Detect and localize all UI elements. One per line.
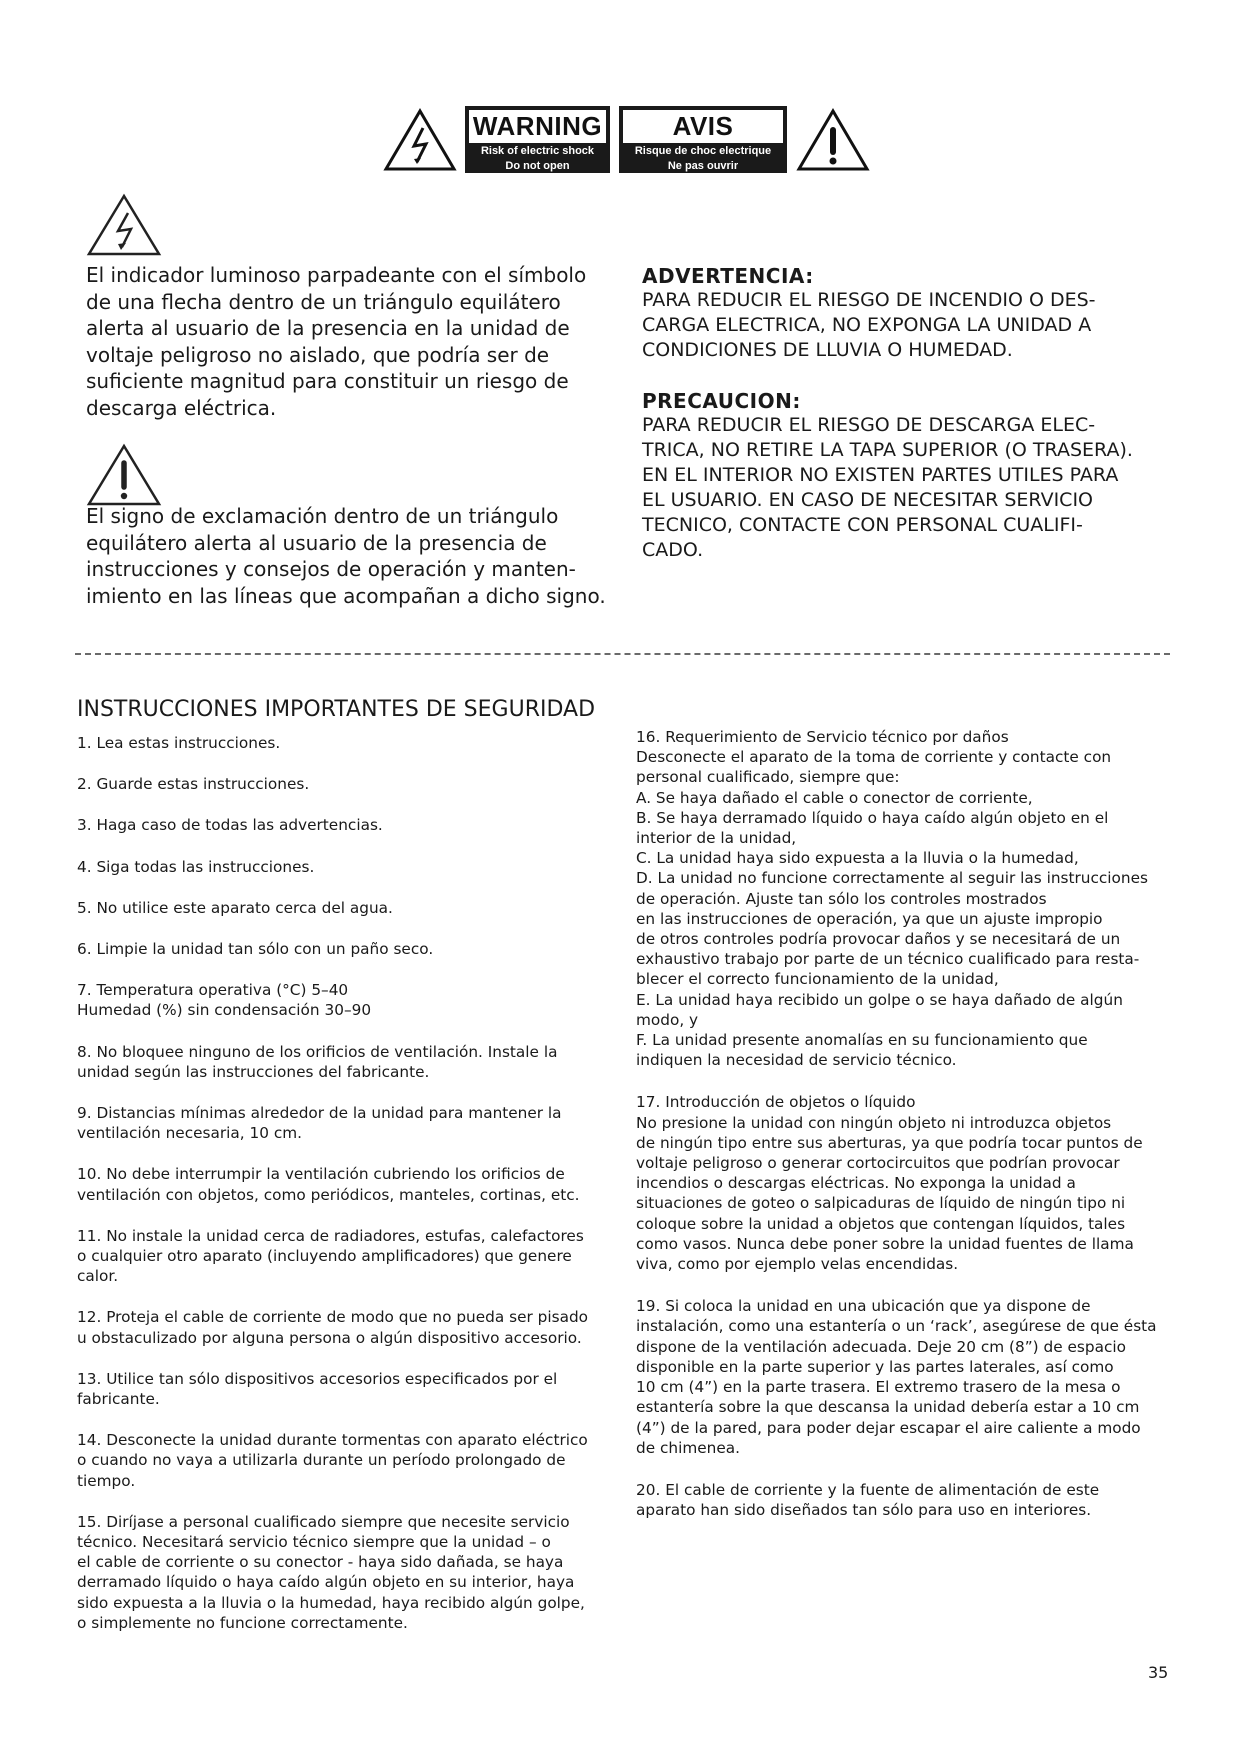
text-line: situaciones de goteo o salpicaduras de líquido de ningún tipo ni bbox=[636, 1194, 1126, 1213]
instruction-item bbox=[77, 1042, 617, 1082]
text-line: exhaustivo trabajo por parte de un técnico cualificado para resta- bbox=[636, 950, 1140, 969]
precaucion-title: PRECAUCION: bbox=[642, 389, 801, 413]
text-line: unidad según las instrucciones del fabricante. bbox=[77, 1062, 430, 1081]
text-line: 7. Temperatura operativa (°C) 5–40 bbox=[77, 981, 349, 1000]
text-line: 10. No debe interrumpir la ventilación cubriendo los orificios de bbox=[77, 1165, 565, 1184]
lightning-warning-icon bbox=[383, 108, 457, 172]
text-line: F. La unidad presente anomalías en su funcionamiento que bbox=[636, 1031, 1088, 1050]
text-line: o cualquier otro aparato (incluyendo amplificadores) que genere bbox=[77, 1247, 572, 1266]
text-line: 4. Siga todas las instrucciones. bbox=[77, 857, 315, 876]
avis-label-line1: Risque de choc electrique bbox=[634, 145, 772, 157]
text-line: D. La unidad no funcione correctamente al seguir las instrucciones bbox=[636, 869, 1148, 888]
advertencia-title: ADVERTENCIA: bbox=[642, 264, 814, 288]
instructions-left-column bbox=[77, 733, 617, 1633]
instructions-title: INSTRUCCIONES IMPORTANTES DE SEGURIDAD bbox=[77, 697, 596, 722]
instruction-item bbox=[77, 898, 617, 918]
text-line: 2. Guarde estas instrucciones. bbox=[77, 775, 310, 794]
text-line: como vasos. Nunca debe poner sobre la unidad fuentes de llama bbox=[636, 1234, 1134, 1253]
text-line: A. Se haya dañado el cable o conector de corriente, bbox=[636, 788, 1033, 807]
instruction-item bbox=[636, 1480, 1196, 1520]
text-line: imiento en las líneas que acompañan a dicho signo. bbox=[86, 583, 606, 608]
instruction-item bbox=[77, 939, 617, 959]
text-line: Humedad (%) sin condensación 30–90 bbox=[77, 1001, 372, 1020]
text-line: 19. Si coloca la unidad en una ubicación que ya dispone de bbox=[636, 1297, 1091, 1316]
text-line: incendios o descargas eléctricas. No exponga la unidad a bbox=[636, 1174, 1076, 1193]
text-line: ventilación con objetos, como periódicos, manteles, cortinas, etc. bbox=[77, 1185, 580, 1204]
text-line: alerta al usuario de la presencia en la unidad de bbox=[86, 316, 570, 340]
text-line: de otros controles podría provocar daños y se necesitará de un bbox=[636, 930, 1121, 949]
text-line: o cuando no vaya a utilizarla durante un período prolongado de bbox=[77, 1451, 566, 1470]
text-line: instalación, como una estantería o un ‘rack’, asegúrese de que ésta bbox=[636, 1317, 1157, 1336]
warning-label bbox=[465, 106, 610, 173]
text-line: de operación. Ajuste tan sólo los controles mostrados bbox=[636, 889, 1047, 908]
instruction-item bbox=[77, 1164, 617, 1204]
text-line: fabricante. bbox=[77, 1390, 160, 1409]
instruction-item bbox=[77, 857, 617, 877]
text-line: coloque sobre la unidad a objetos que contengan líquidos, tales bbox=[636, 1214, 1126, 1233]
text-line: indiquen la necesidad de servicio técnico. bbox=[636, 1051, 957, 1070]
text-line: B. Se haya derramado líquido o haya caído algún objeto en el bbox=[636, 808, 1109, 827]
warning-label-line2: Do not open bbox=[505, 160, 570, 172]
text-line: 5. No utilice este aparato cerca del agua. bbox=[77, 898, 393, 917]
text-line: instrucciones y consejos de operación y manten- bbox=[86, 557, 576, 581]
avis-label-line2: Ne pas ouvrir bbox=[667, 160, 739, 172]
text-line: viva, como por ejemplo velas encendidas. bbox=[636, 1255, 959, 1274]
text-line: TECNICO, CONTACTE CON PERSONAL CUALIFI- bbox=[642, 514, 1083, 536]
text-line: calor. bbox=[77, 1267, 119, 1286]
text-line: 20. El cable de corriente y la fuente de alimentación de este bbox=[636, 1480, 1100, 1499]
text-line: Desconecte el aparato de la toma de corriente y contacte con bbox=[636, 748, 1112, 767]
warning-label-title: WARNING bbox=[469, 110, 606, 143]
text-line: CONDICIONES DE LLUVIA O HUMEDAD. bbox=[642, 339, 1013, 361]
instruction-item bbox=[77, 774, 617, 794]
warning-label-line1: Risk of electric shock bbox=[480, 145, 595, 157]
text-line: 1. Lea estas instrucciones. bbox=[77, 734, 281, 752]
instruction-item bbox=[77, 815, 617, 835]
avis-label bbox=[619, 106, 787, 173]
instructions-right-column bbox=[636, 727, 1196, 1520]
text-line: 11. No instale la unidad cerca de radiadores, estufas, calefactores bbox=[77, 1226, 584, 1245]
text-line: ventilación necesaria, 10 cm. bbox=[77, 1124, 303, 1143]
text-line: 10 cm (4”) en la parte trasera. El extremo trasero de la mesa o bbox=[636, 1378, 1121, 1397]
instruction-item bbox=[77, 1226, 617, 1287]
text-line: C. La unidad haya sido expuesta a la lluvia o la humedad, bbox=[636, 849, 1079, 868]
text-line: (4”) de la pared, para poder dejar escapar el aire caliente a modo bbox=[636, 1418, 1141, 1437]
text-line: de ningún tipo entre sus aberturas, ya que podría tocar puntos de bbox=[636, 1133, 1143, 1152]
text-line: El signo de exclamación dentro de un triángulo bbox=[86, 504, 559, 528]
instruction-item bbox=[77, 1430, 617, 1491]
text-line: de chimenea. bbox=[636, 1438, 740, 1457]
lightning-triangle-icon bbox=[86, 193, 162, 257]
text-line: u obstaculizado por alguna persona o algún dispositivo accesorio. bbox=[77, 1328, 582, 1347]
text-line: en las instrucciones de operación, ya que un ajuste impropio bbox=[636, 909, 1103, 928]
text-line: personal cualificado, siempre que: bbox=[636, 768, 900, 787]
text-line: el cable de corriente o su conector - haya sido dañada, se haya bbox=[77, 1553, 564, 1572]
text-line: 13. Utilice tan sólo dispositivos accesorios especificados por el bbox=[77, 1369, 558, 1388]
text-line: 14. Desconecte la unidad durante tormentas con aparato eléctrico bbox=[77, 1431, 588, 1450]
text-line: 3. Haga caso de todas las advertencias. bbox=[77, 816, 383, 835]
instruction-item bbox=[77, 1307, 617, 1347]
text-line: EN EL INTERIOR NO EXISTEN PARTES UTILES PARA bbox=[642, 464, 1119, 486]
text-line: E. La unidad haya recibido un golpe o se haya dañado de algún bbox=[636, 990, 1123, 1009]
text-line: 12. Proteja el cable de corriente de modo que no pueda ser pisado bbox=[77, 1308, 589, 1327]
text-line: blecer el correcto funcionamiento de la unidad, bbox=[636, 970, 999, 989]
text-line: PARA REDUCIR EL RIESGO DE INCENDIO O DES- bbox=[642, 289, 1096, 311]
text-line: o simplemente no funcione correctamente. bbox=[77, 1613, 408, 1632]
text-line: de una flecha dentro de un triángulo equilátero bbox=[86, 289, 561, 314]
text-line: TRICA, NO RETIRE LA TAPA SUPERIOR (O TRASERA). bbox=[642, 439, 1133, 461]
text-line: 8. No bloquee ninguno de los orificios de ventilación. Instale la bbox=[77, 1042, 558, 1061]
text-line: equilátero alerta al usuario de la presencia de bbox=[86, 530, 547, 555]
text-line: CARGA ELECTRICA, NO EXPONGA LA UNIDAD A bbox=[642, 314, 1092, 336]
page-number: 35 bbox=[1148, 1663, 1169, 1682]
instruction-item bbox=[77, 1512, 617, 1633]
avis-label-title: AVIS bbox=[623, 110, 783, 143]
text-line: suficiente magnitud para constituir un riesgo de bbox=[86, 369, 569, 393]
exclamation-warning-icon bbox=[796, 108, 870, 172]
instruction-item bbox=[77, 1103, 617, 1143]
text-line: dispone de la ventilación adecuada. Deje 20 cm (8”) de espacio bbox=[636, 1337, 1126, 1356]
text-line: estantería sobre la que descansa la unidad debería estar a 10 cm bbox=[636, 1398, 1140, 1417]
instruction-item bbox=[636, 1092, 1196, 1274]
exclamation-triangle-icon bbox=[86, 443, 162, 507]
text-line: modo, y bbox=[636, 1010, 699, 1029]
text-line: EL USUARIO. EN CASO DE NECESITAR SERVICIO bbox=[642, 489, 1093, 511]
text-line: voltaje peligroso o generar cortocircuitos que podrían provocar bbox=[636, 1154, 1120, 1173]
instruction-item bbox=[77, 733, 617, 753]
lightning-description bbox=[86, 262, 626, 421]
text-line: El indicador luminoso parpadeante con el símbolo bbox=[86, 263, 587, 287]
section-divider bbox=[75, 653, 1170, 655]
text-line: No presione la unidad con ningún objeto ni introduzca objetos bbox=[636, 1113, 1112, 1132]
text-line: aparato han sido diseñados tan sólo para uso en interiores. bbox=[636, 1501, 1092, 1520]
text-line: 6. Limpie la unidad tan sólo con un paño seco. bbox=[77, 940, 434, 959]
precaucion-block bbox=[642, 389, 1222, 563]
text-line: 15. Diríjase a personal cualificado siempre que necesite servicio bbox=[77, 1512, 570, 1531]
text-line: disponible en la parte superior y las partes laterales, así como bbox=[636, 1357, 1114, 1376]
text-line: voltaje peligroso no aislado, que podría ser de bbox=[86, 342, 550, 367]
exclamation-description bbox=[86, 503, 646, 609]
advertencia-block bbox=[642, 264, 1202, 363]
text-line: 17. Introducción de objetos o líquido bbox=[636, 1093, 916, 1112]
text-line: sido expuesta a la lluvia o la humedad, haya recibido algún golpe, bbox=[77, 1593, 585, 1612]
instruction-item bbox=[77, 1369, 617, 1409]
instruction-item bbox=[636, 1296, 1196, 1458]
instruction-item bbox=[636, 727, 1196, 1070]
text-line: técnico. Necesitará servicio técnico siempre que la unidad – o bbox=[77, 1533, 551, 1552]
text-line: 16. Requerimiento de Servicio técnico por daños bbox=[636, 728, 1009, 746]
text-line: interior de la unidad, bbox=[636, 829, 797, 848]
text-line: PARA REDUCIR EL RIESGO DE DESCARGA ELEC- bbox=[642, 414, 1096, 436]
text-line: 9. Distancias mínimas alrededor de la unidad para mantener la bbox=[77, 1104, 562, 1123]
text-line: tiempo. bbox=[77, 1471, 136, 1490]
instruction-item bbox=[77, 980, 617, 1020]
text-line: descarga eléctrica. bbox=[86, 395, 277, 420]
text-line: CADO. bbox=[642, 539, 704, 561]
text-line: derramado líquido o haya caído algún objeto en su interior, haya bbox=[77, 1573, 575, 1592]
